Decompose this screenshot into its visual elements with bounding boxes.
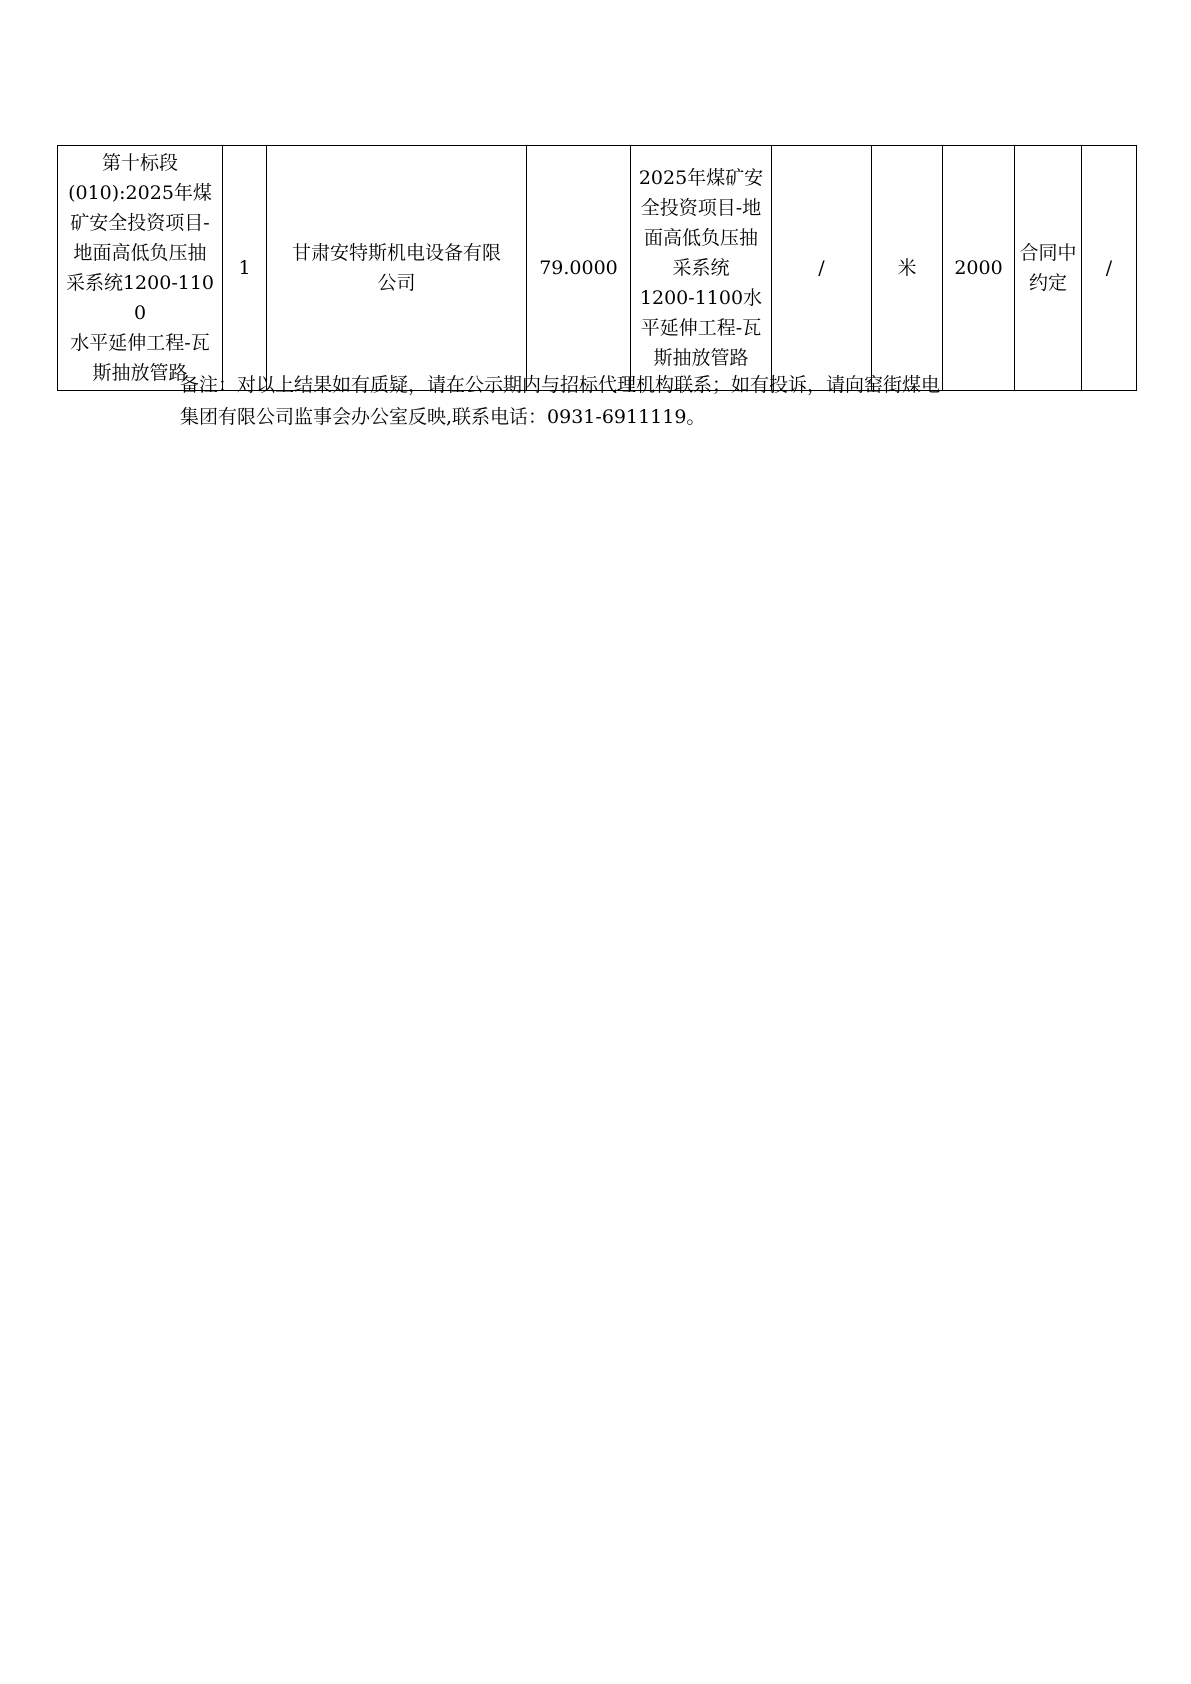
- quantity-cell: 2000: [943, 146, 1015, 391]
- rank-cell: 1: [223, 146, 267, 391]
- item-cell: 2025年煤矿安 全投资项目-地 面高低负压抽 采系统 1200-1100水 平延伸工程-瓦 斯抽放管路: [631, 146, 772, 391]
- note-line-2: 集团有限公司监事会办公室反映,联系电话：0931-6911119。: [180, 406, 706, 428]
- remark-cell: /: [1082, 146, 1137, 391]
- company-cell: 甘肃安特斯机电设备有限 公司: [267, 146, 527, 391]
- lot-cell: 第十标段 (010):2025年煤 矿安全投资项目- 地面高低负压抽 采系统1200-1100 水平延伸工程-瓦 斯抽放管路: [58, 146, 223, 391]
- unit-cell: 米: [872, 146, 943, 391]
- delivery-cell: 合同中 约定: [1015, 146, 1082, 391]
- bid-result-table: [57, 145, 1137, 391]
- note-block: [180, 369, 1040, 433]
- note-line-1: 备注：对以上结果如有质疑，请在公示期内与招标代理机构联系；如有投诉，请向窑街煤电: [180, 374, 941, 396]
- table-row: [58, 146, 1137, 391]
- price-cell: 79.0000: [527, 146, 631, 391]
- spec-cell: /: [772, 146, 872, 391]
